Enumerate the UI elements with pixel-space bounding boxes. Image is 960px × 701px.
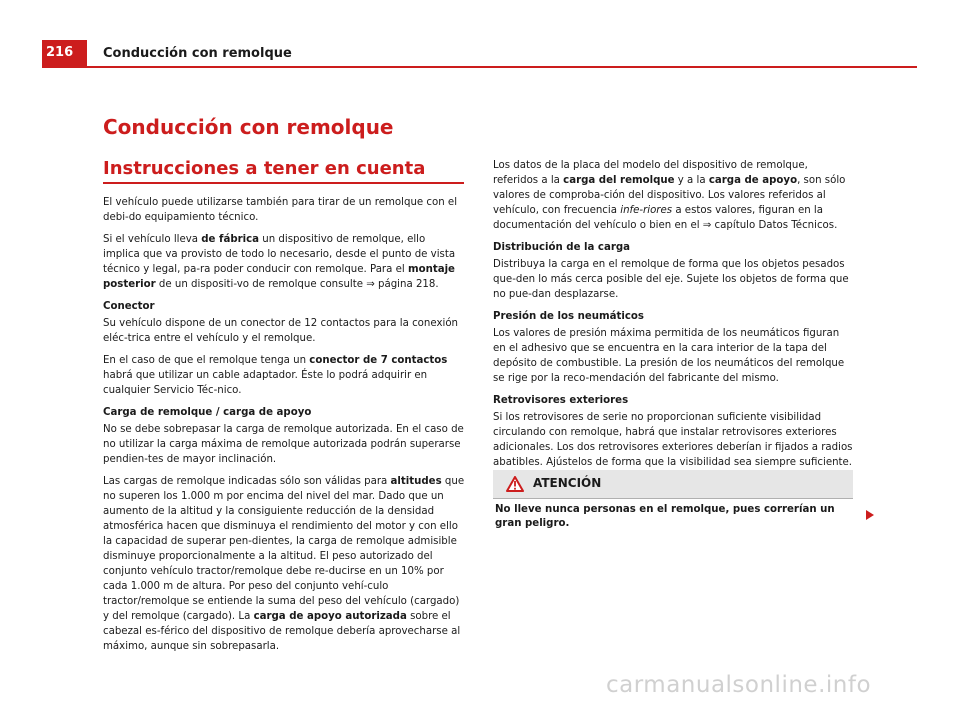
warning-box — [493, 470, 853, 529]
subheading-retrovisores: Retrovisores exteriores — [493, 395, 629, 406]
paragraph: En el caso de que el remolque tenga un conector de 7 contactos habrá que utilizar un cable adaptador. Éste lo podrá adquirir en cualquier Servicio Téc-nico. — [103, 355, 448, 396]
watermark: carmanualsonline.info — [606, 672, 872, 698]
header-divider — [42, 66, 917, 68]
paragraph: No se debe sobrepasar la carga de remolque autorizada. En el caso de no utilizar la carga máxima de remolque autorizada podrán superarse pendien-tes de mayor inclinación. — [103, 424, 464, 465]
left-column — [103, 195, 465, 661]
paragraph: Los valores de presión máxima permitida de los neumáticos figuran en el adhesivo que se encuentra en la cara interior de la tapa del depósito de combustible. La presión de los neumáticos del remolque se rige por la reco-mendación del fabricante del mismo. — [493, 328, 845, 384]
subheading-carga: Carga de remolque / carga de apoyo — [103, 407, 312, 418]
paragraph: Su vehículo dispone de un conector de 12 contactos para la conexión eléc-trica entre el vehículo y el remolque. — [103, 318, 459, 344]
right-column — [493, 158, 853, 477]
subheading-conector: Conector — [103, 301, 155, 312]
warning-title: ATENCIÓN — [533, 476, 602, 490]
paragraph: Distribuya la carga en el remolque de forma que los objetos pesados que-den lo más cerca posible del eje. Sujete los objetos de forma que no pue-dan desplazarse. — [493, 259, 849, 300]
paragraph: Si el vehículo lleva de fábrica un dispositivo de remolque, ello implica que va provisto de todo lo necesario, desde el punto de vista técnico y legal, pa-ra poder conducir con remolque. Para el montaje posterior de un dispositi-vo de remolque consulte ⇒ página 218. — [103, 234, 456, 290]
paragraph: El vehículo puede utilizarse también para tirar de un remolque con el debi-do equipamiento técnico. — [103, 197, 458, 223]
subheading-presion: Presión de los neumáticos — [493, 311, 644, 322]
warning-header — [493, 470, 853, 498]
running-title: Conducción con remolque — [103, 46, 292, 61]
page-number: 216 — [42, 40, 87, 66]
subheading-distribucion: Distribución de la carga — [493, 242, 631, 253]
continue-arrow-icon — [866, 505, 874, 524]
warning-text: No lleve nunca personas en el remolque, pues correrían un gran peligro. — [495, 504, 835, 529]
paragraph: Los datos de la placa del modelo del dispositivo de remolque, referidos a la carga del remolque y a la carga de apoyo, son sólo valores de comproba-ción del dispositivo. Los valores referidos al vehículo, con frecuencia infe-riores a estos valores, figuran en la documentación del vehículo o bien en el ⇒ capítulo Datos Técnicos. — [493, 160, 846, 231]
page-title: Conducción con remolque — [103, 115, 394, 139]
section-divider — [103, 182, 464, 184]
paragraph: Si los retrovisores de serie no proporcionan suficiente visibilidad circulando con remolque, habrá que instalar retrovisores exteriores adicionales. Los dos retrovisores exteriores deberían ir fijados a radios abatibles. Ajústelos de forma que la visibilidad sea siempre suficiente. — [493, 412, 853, 468]
section-title: Instrucciones a tener en cuenta — [103, 158, 426, 179]
warning-icon — [506, 476, 524, 496]
paragraph: Las cargas de remolque indicadas sólo son válidas para altitudes que no superen los 1.000 m por encima del nivel del mar. Dado que un aumento de la altitud y la consiguiente reducción de la densidad atmosférica hacen que disminuya el rendimiento del motor y con ello la capacidad de superar pen-dientes, la carga de remolque admisible disminuye proporcionalmente a la altitud. El peso autorizado del conjunto vehículo tractor/remolque debe re-ducirse en un 10% por cada 1.000 m de altura. Por peso del conjunto vehí-culo tractor/remolque se entiende la suma del peso del vehículo (cargado) y del remolque (cargado). La carga de apoyo autorizada sobre el cabezal es-férico del dispositivo de remolque debería aprovecharse al máximo, aunque sin sobrepasarla. — [103, 476, 465, 652]
